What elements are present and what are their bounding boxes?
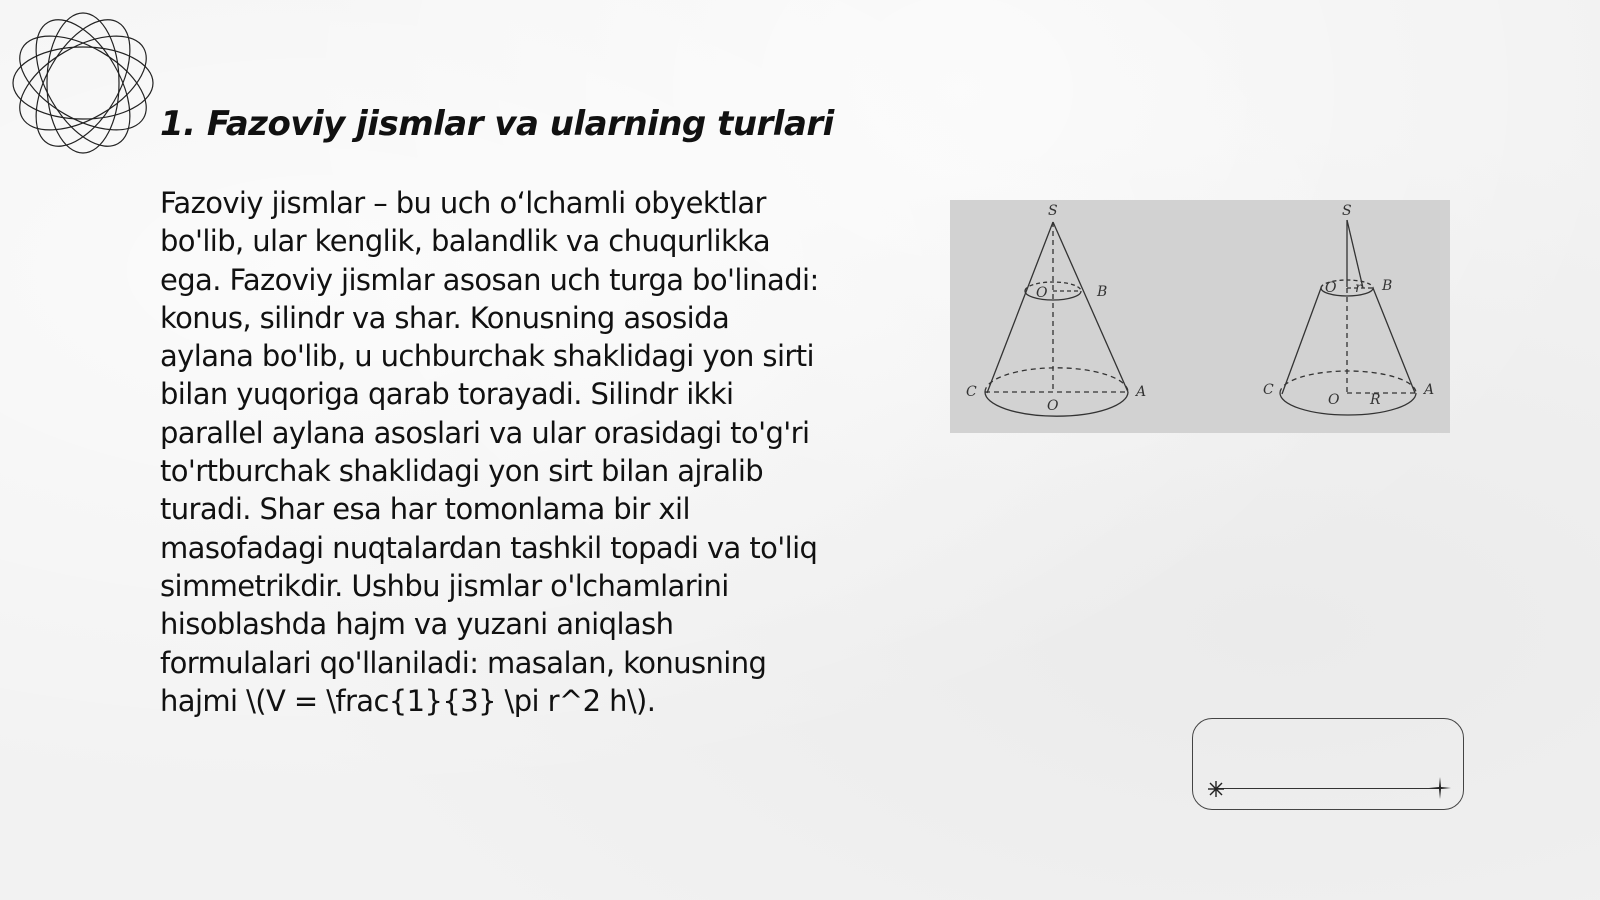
cones-figure <box>950 200 1450 433</box>
slide-title: 1. Fazoviy jismlar va ularning turlari <box>160 104 834 144</box>
cone1-base-left-label: C <box>966 384 977 400</box>
cone1-base-center-label: O <box>1047 398 1059 414</box>
cone2-base-center-label: O <box>1328 392 1340 408</box>
cone1-apex-label: S <box>1048 203 1058 219</box>
cone2-apex-label: S <box>1342 203 1352 219</box>
cross-star-icon <box>1429 777 1451 799</box>
spirograph-circle-icon <box>10 10 156 156</box>
cone1-upper-right-label: B <box>1097 284 1108 300</box>
cone-diagram-right <box>1280 220 1416 415</box>
cone2-base-left-label: C <box>1263 382 1274 398</box>
decorative-timeline-box <box>1192 718 1464 810</box>
cone2-upper-center-label: O <box>1325 280 1337 296</box>
cone2-upper-radius-label: r <box>1355 280 1362 296</box>
cone2-base-right-label: A <box>1424 382 1435 398</box>
body-paragraph: Fazoviy jismlar – bu uch o‘lchamli obyektlar bo'lib, ular kenglik, balandlik va chuqurlikka ega. Fazoviy jismlar asosan uch turga bo'linadi: konus, silindr va shar. Konusning asosida aylana bo'lib, u uchburchak shaklidagi yon sirti bilan yuqoriga qarab torayadi. Silindr ikki parallel aylana asoslari va ular orasidagi to'g'ri to'rtburchak shaklidagi yon sirt bilan ajralib turadi. Shar esa har tomonlama bir xil masofadagi nuqtalardan tashkil topadi va to'liq simmetrikdir. Ushbu jismlar o'lchamlarini hisoblashda hajm va yuzani aniqlash formulalari qo'llaniladi: masalan, konusning hajmi \(V = \frac{1}{3} \pi r^2 h\). <box>160 186 819 718</box>
cone2-upper-right-label: B <box>1382 278 1393 294</box>
cone2-base-radius-label: R <box>1370 392 1381 408</box>
cone-diagram-left <box>985 222 1128 416</box>
cone1-base-right-label: A <box>1136 384 1147 400</box>
timeline-line <box>1215 788 1441 789</box>
sparkle-icon <box>1207 780 1225 798</box>
cone1-upper-center-label: O <box>1036 285 1048 301</box>
